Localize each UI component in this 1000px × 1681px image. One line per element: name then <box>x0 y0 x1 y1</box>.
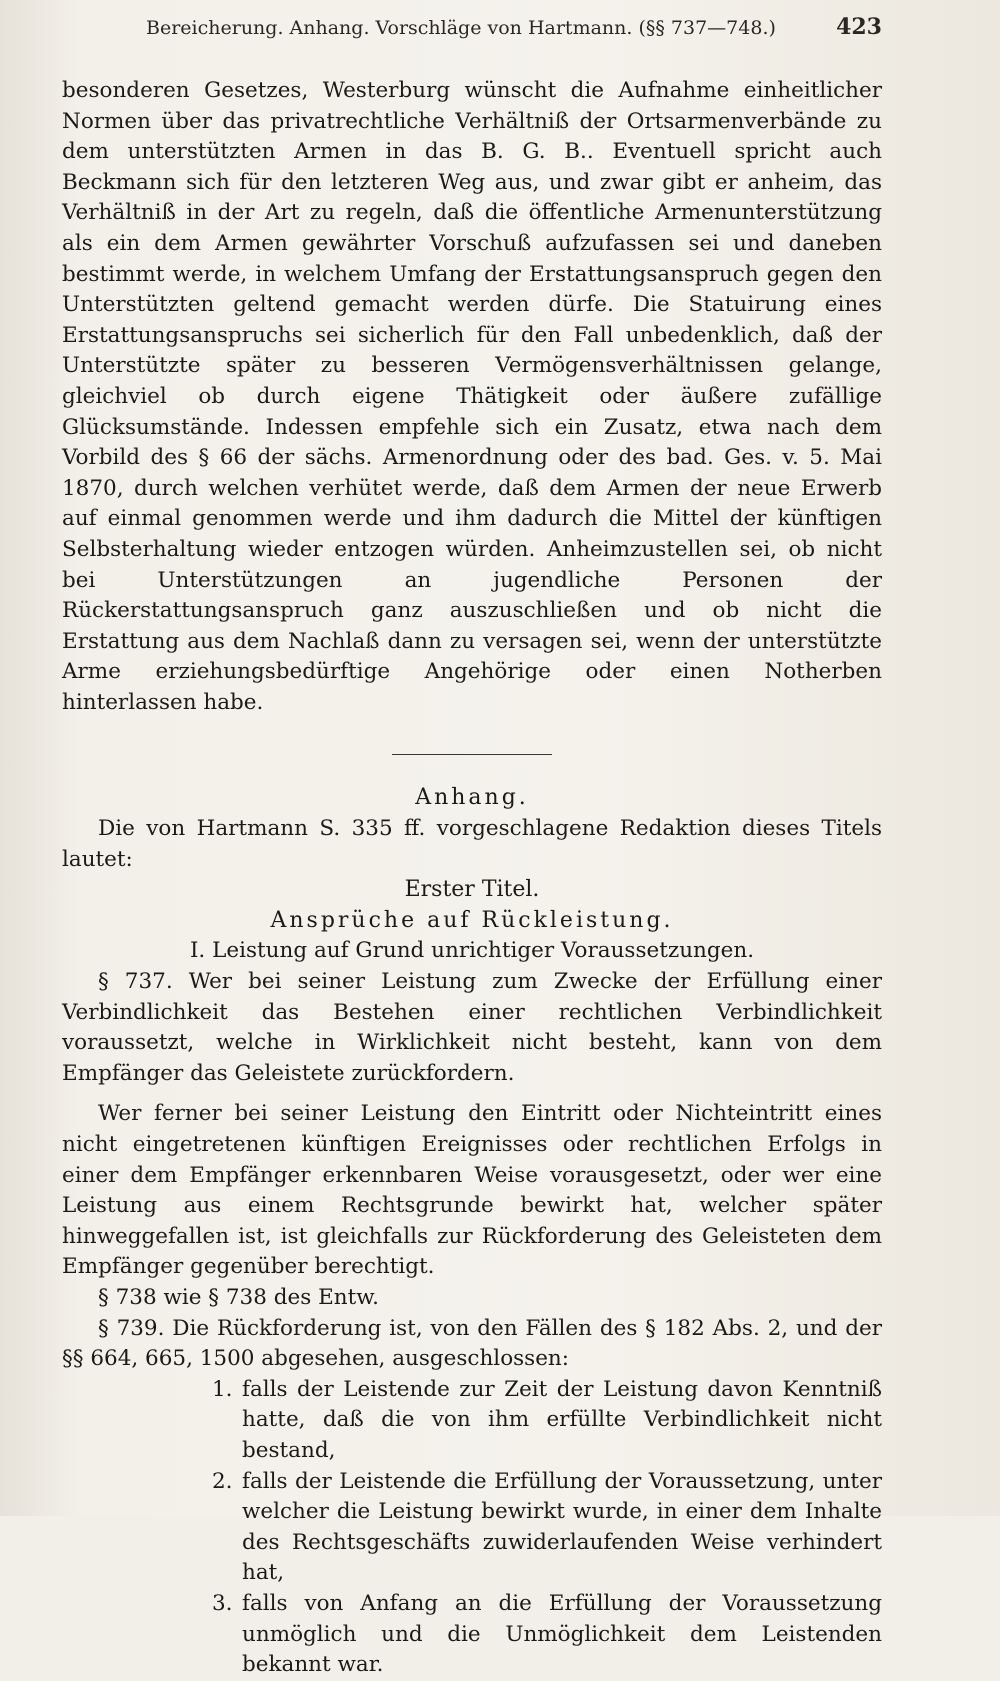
list-item <box>212 1589 882 1681</box>
list-number: 3. <box>212 1590 233 1616</box>
running-head <box>62 14 882 44</box>
section-divider <box>392 754 552 755</box>
title-heading: Erster Titel. <box>404 877 540 903</box>
paragraph-739: § 739. Die Rückforderung ist, von den Fällen des § 182 Abs. 2, und der §§ 664, 665, 1500 abgesehen, ausgeschlossen: <box>62 1315 882 1372</box>
appendix-intro: Die von Hartmann S. 335 ff. vorgeschlagene Redaktion dieses Titels lautet: <box>62 816 882 872</box>
paragraph-737b: Wer ferner bei seiner Leistung den Eintritt oder Nichteintritt eines nicht eingetretenen künftigen Ereignisses oder rechtlichen Erfolgs in einer dem Empfänger erkennbaren Weise vorausgesetzt, oder wer eine Leistung aus einem Rechtsgrunde bewirkt hat, welcher später hinweggefallen ist, ist gleichfalls zur Rückforderung des Geleisteten dem Empfänger gegenüber berechtigt. <box>62 1101 882 1280</box>
list-text: falls der Leistende zur Zeit der Leistung davon Kenntniß hatte, daß die von ihm erfüllte Verbindlichkeit nicht bestand, <box>242 1376 882 1463</box>
page-body <box>62 76 882 1681</box>
paragraph-738: § 738 wie § 738 des Entw. <box>98 1284 379 1310</box>
subtitle-heading: Ansprüche auf Rückleistung. <box>270 907 674 933</box>
running-title: Bereicherung. Anhang. Vorschläge von Hartmann. (§§ 737—748.) <box>146 17 776 39</box>
appendix-heading: Anhang. <box>415 785 529 811</box>
list-text: falls von Anfang an die Erfüllung der Voraussetzung unmöglich und die Unmöglichkeit dem Leistenden bekannt war. <box>242 1590 882 1678</box>
list-item <box>212 1467 882 1589</box>
paragraph-737a: § 737. Wer bei seiner Leistung zum Zwecke der Erfüllung einer Verbindlichkeit das Bestehen einer rechtlichen Verbindlichkeit voraussetzt, welche in Wirklichkeit nicht besteht, kann von dem Empfänger das Geleistete zurückfordern. <box>62 969 882 1086</box>
list-item <box>212 1375 882 1467</box>
list-number: 1. <box>212 1376 233 1402</box>
section-heading: I. Leistung auf Grund unrichtiger Voraussetzungen. <box>189 938 755 964</box>
page-number: 423 <box>836 14 882 40</box>
paragraph-continuation: besonderen Gesetzes, Westerburg wünscht die Aufnahme einheitlicher Normen über das privatrechtliche Verhältniß der Ortsarmenverbände zu dem unterstützten Armen in das B. G. B.. Eventuell spricht auch Beckmann sich für den letzteren Weg aus, und zwar gibt er anheim, das Verhältniß in der Art zu regeln, daß die öffentliche Armenunterstützung als ein dem Armen gewährter Vorschuß aufzufassen sei und daneben bestimmt werde, in welchem Umfang der Erstattungsanspruch gegen den Unterstützten geltend gemacht werden dürfe. Die Statuirung eines Erstattungsanspruchs sei sicherlich für den Fall unbedenklich, daß der Unterstützte später zu besseren Vermögensverhältnissen gelange, gleichviel ob durch eigene Thätigkeit oder äußere zufällige Glücksumstände. Indessen empfehle sich ein Zusatz, etwa nach dem Vorbild des § 66 der sächs. Armenordnung oder des bad. Ges. v. 5. Mai 1870, durch welchen verhütet werde, daß dem Armen der neue Erwerb auf einmal genommen werde und ihm dadurch die Mittel der künftigen Selbsterhaltung wieder entzogen würden. Anheimzustellen sei, ob nicht bei Unterstützungen an jugendliche Personen der Rückerstattungsanspruch ganz auszuschließen und ob nicht die Erstattung aus dem Nachlaß dann zu versagen sei, wenn der unterstützte Arme erziehungsbedürftige Angehörige oder einen Notherben hinterlassen habe. <box>62 78 882 715</box>
list-number: 2. <box>212 1468 233 1494</box>
list-text: falls der Leistende die Erfüllung der Voraussetzung, unter welcher die Leistung bewirkt wurde, in einer dem Inhalte des Rechtsgeschäfts zuwiderlaufenden Weise verhindert hat, <box>242 1468 882 1586</box>
